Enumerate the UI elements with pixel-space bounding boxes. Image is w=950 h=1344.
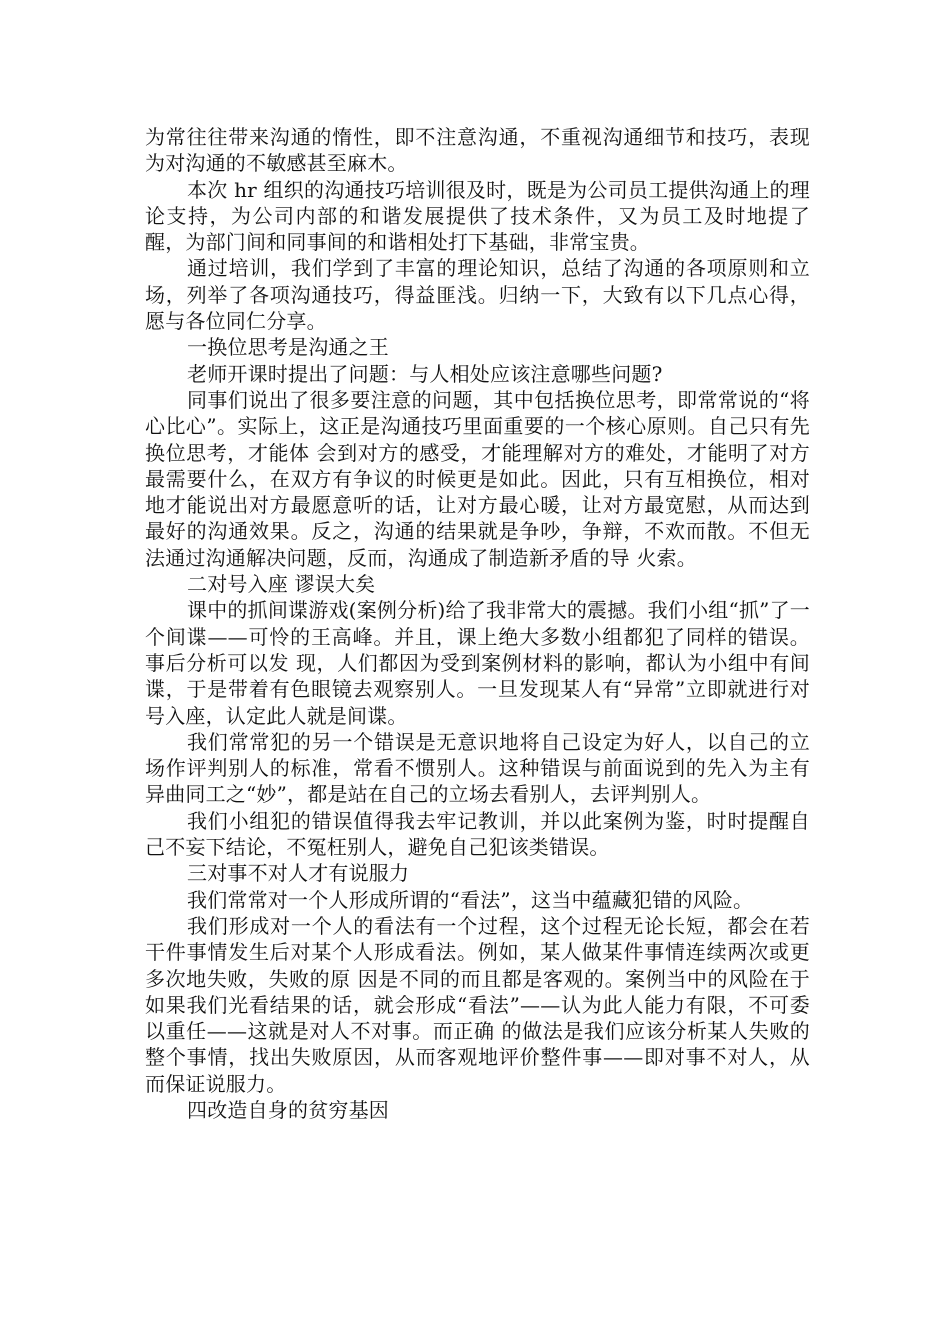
paragraph: 我们形成对一个人的看法有一个过程，这个过程无论长短，都会在若干件事情发生后对某个人形成看法。例如，某人做某件事情连续两次或更多次地失败，失败的原 因是不同的而且都是客观的。案例当中的风险在于如果我们光看结果的话，就会形成“看法”——认为此人能力有限，不可委以重任——这就是对人不对事。而正确 的做法是我们应该分析某人失败的整个事情，找出失败原因，从而客观地评价整件事——即对事不对人，从而保证说服力。: [145, 913, 810, 1096]
paragraph: 同事们说出了很多要注意的问题，其中包括换位思考，即常常说的“将心比心”。实际上，这正是沟通技巧里面重要的一个核心原则。自己只有先换位思考，才能体 会到对方的感受，才能理解对方的难处，才能明了对方最需要什么，在双方有争议的时候更是如此。因此，只有互相换位，相对地才能说出对方最愿意听的话，让对方最心暖，让对方最宽慰，从而达到最好的沟通效果。反之，沟通的结果就是争吵，争辩，不欢而散。不但无法通过沟通解决问题，反而，沟通成了制造新矛盾的导 火索。: [145, 387, 810, 570]
paragraph: 我们常常对一个人形成所谓的“看法”，这当中蕴藏犯错的风险。: [187, 887, 754, 912]
paragraph: 课中的抓间谍游戏(案例分析)给了我非常大的震撼。我们小组“抓”了一个间谍——可怜的王高峰。并且，课上绝大多数小组都犯了同样的错误。事后分析可以发 现，人们都因为受到案例材料的影响，都认为小组中有间谍，于是带着有色眼镜去观察别人。一旦发现某人有“异常”立即就进行对号入座，认定此人就是间谍。: [145, 598, 810, 728]
section-heading: 二对号入座 谬误大矣: [187, 572, 376, 597]
section-heading: 一换位思考是沟通之王: [187, 335, 389, 360]
paragraph: 为常往往带来沟通的惰性，即不注意沟通，不重视沟通细节和技巧，表现为对沟通的不敏感甚至麻木。: [145, 125, 810, 176]
paragraph: 我们常常犯的另一个错误是无意识地将自己设定为好人，以自己的立场作评判别人的标准，常看不惯别人。这种错误与前面说到的先入为主有异曲同工之“妙”，都是站在自己的立场去看别人，去评判别人。: [145, 729, 810, 807]
document-page: [145, 124, 810, 1123]
paragraph: 本次 hr 组织的沟通技巧培训很及时，既是为公司员工提供沟通上的理论支持，为公司内部的和谐发展提供了技术条件，又为员工及时地提了醒，为部门间和同事间的和谐相处打下基础，非常宝贵。: [145, 177, 810, 255]
paragraph: 通过培训，我们学到了丰富的理论知识，总结了沟通的各项原则和立场，列举了各项沟通技巧，得益匪浅。归纳一下，大致有以下几点心得，愿与各位同仁分享。: [145, 256, 810, 334]
section-heading: 四改造自身的贫穷基因: [187, 1097, 389, 1122]
paragraph: 我们小组犯的错误值得我去牢记教训，并以此案例为鉴，时时提醒自己不妄下结论，不冤枉别人，避免自己犯该类错误。: [145, 808, 810, 860]
paragraph: 老师开课时提出了问题：与人相处应该注意哪些问题?: [187, 361, 663, 386]
section-heading: 三对事不对人才有说服力: [187, 861, 410, 886]
